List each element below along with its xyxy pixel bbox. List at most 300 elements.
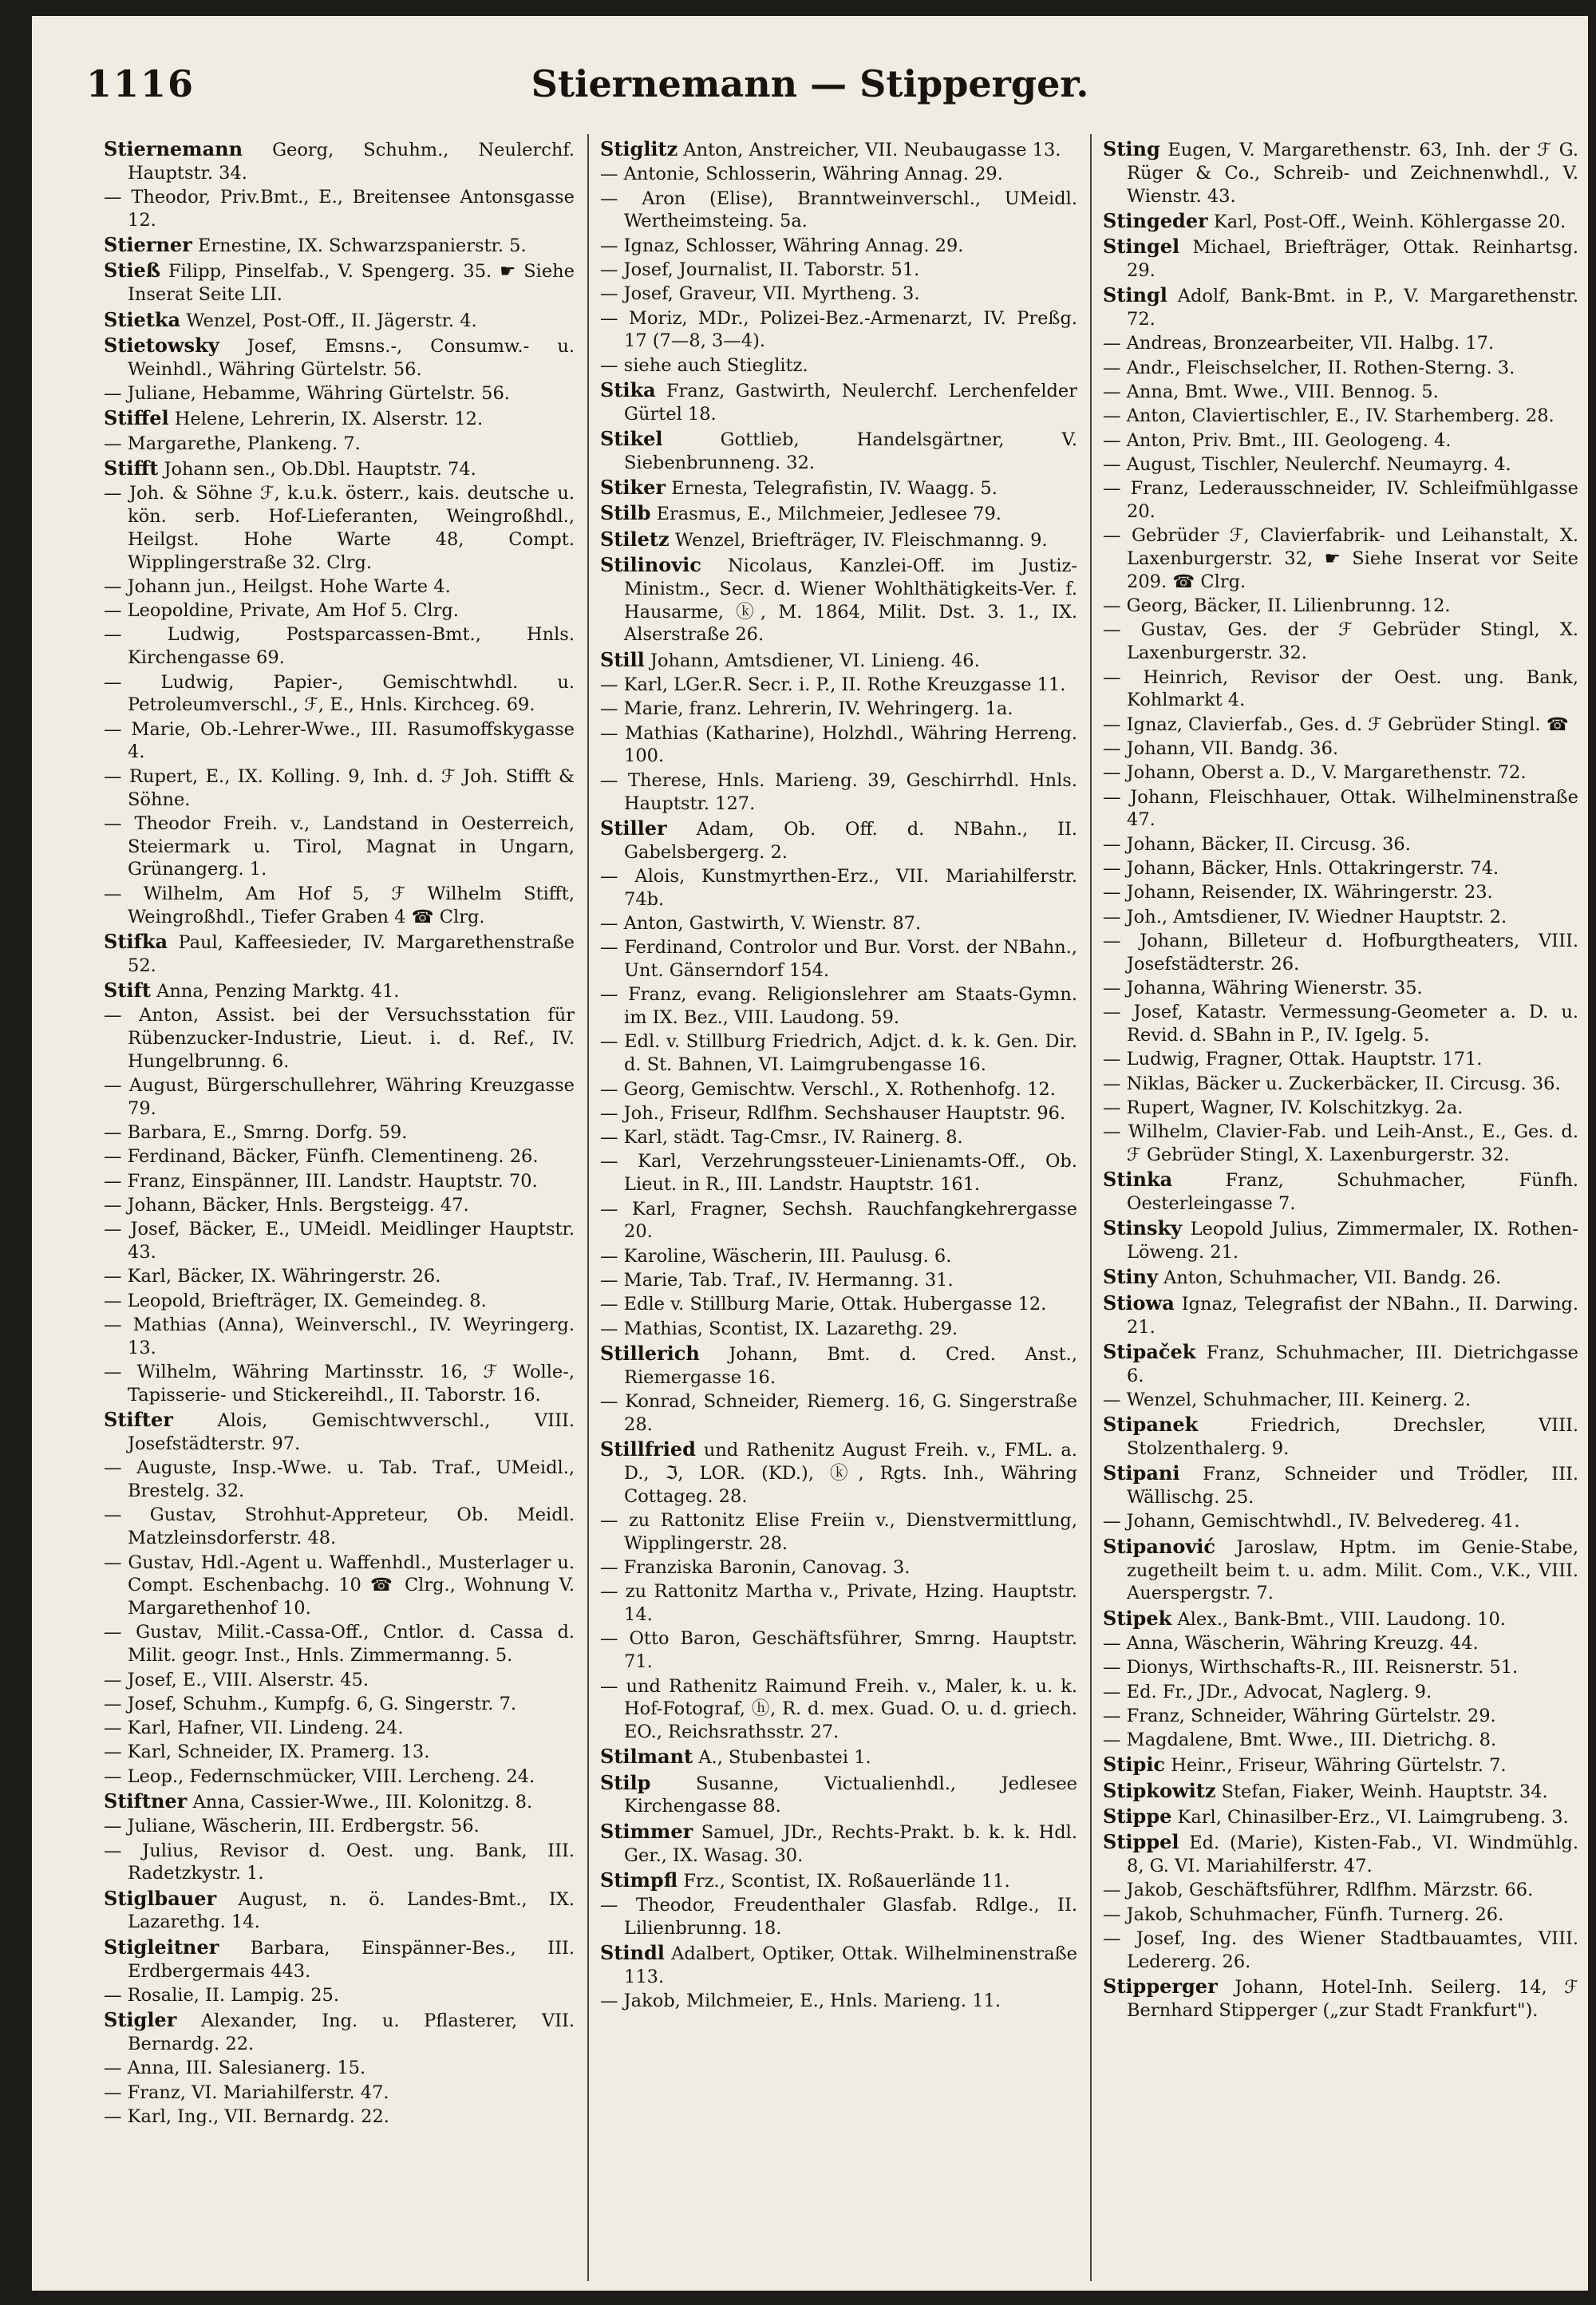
entry-text: Wenzel, Post-Off., II. Jägerstr. 4.	[180, 310, 477, 331]
directory-entry	[1103, 714, 1578, 737]
entry-text: — Dionys, Wirthschafts-R., III. Reisnerstr. 51.	[1103, 1657, 1519, 1678]
entry-text: — Anton, Gastwirth, V. Wienstr. 87.	[600, 913, 922, 934]
directory-entry	[1103, 1265, 1578, 1290]
directory-entry	[600, 1941, 1077, 1989]
directory-entry	[104, 671, 575, 718]
entry-text: — Andr., Fleischselcher, II. Rothen-Sterng. 3.	[1103, 357, 1515, 378]
entry-text: Karl, Chinasilber-Erz., VI. Laimgrubeng. 3.	[1171, 1806, 1569, 1828]
entry-text: Anton, Schuhmacher, VII. Bandg. 26.	[1157, 1267, 1502, 1289]
entry-text: und Rathenitz August Freih. v., FML. a. D., ℑ, LOR. (KD.), ⓚ, Rgts. Inh., Währing Cottageg. 28.	[624, 1440, 1077, 1507]
entry-text: Alexander, Ing. u. Pflasterer, VII. Bernardg. 22.	[128, 2010, 575, 2054]
entry-text: — Johann, Billeteur d. Hofburgtheaters, VIII. Josefstädterstr. 26.	[1103, 930, 1578, 975]
entry-text: — Johann, Bäcker, Hnls. Ottakringerstr. 74.	[1103, 857, 1499, 879]
entry-text: Josef, Emsns.-, Consumw.- u. Weinhdl., Währing Gürtelstr. 56.	[128, 335, 575, 380]
entry-surname: Stipek	[1103, 1606, 1172, 1630]
entry-surname: Stiffel	[104, 406, 169, 430]
entry-surname: Stipanek	[1103, 1413, 1199, 1437]
entry-text: — Heinrich, Revisor der Oest. ung. Bank, Kohlmarkt 4.	[1103, 666, 1578, 711]
directory-entry	[600, 769, 1077, 816]
directory-entry	[1103, 857, 1578, 880]
directory-entry	[600, 912, 1077, 935]
directory-entry	[600, 307, 1077, 354]
entry-surname: Stimmer	[600, 1819, 693, 1843]
directory-entry	[600, 1675, 1077, 1744]
entry-text: A., Stubenbastei 1.	[693, 1747, 871, 1769]
directory-entry	[104, 1984, 575, 2007]
directory-entry	[104, 2105, 575, 2129]
directory-entry	[104, 718, 575, 765]
directory-entry	[1103, 1073, 1578, 1096]
directory-entry	[1103, 1656, 1578, 1679]
entry-text: — Ludwig, Postsparcassen-Bmt., Hnls. Kirchengasse 69.	[104, 624, 575, 669]
directory-entry	[104, 1290, 575, 1313]
entry-surname: Stietka	[104, 307, 181, 331]
directory-entry	[104, 1504, 575, 1550]
entry-text: — Mathias (Anna), Weinverschl., IV. Weyringerg. 13.	[104, 1315, 575, 1358]
entry-text: — Rosalie, II. Lampig. 25.	[104, 1984, 339, 2006]
entry-surname: Stilp	[600, 1770, 651, 1794]
entry-surname: Stipanović	[1103, 1534, 1215, 1558]
entry-text: Heinr., Friseur, Währing Gürtelstr. 7.	[1165, 1755, 1507, 1777]
entry-text: Anna, Cassier-Wwe., III. Kolonitzg. 8.	[187, 1791, 533, 1813]
directory-entry	[1103, 209, 1578, 234]
directory-entry	[600, 1771, 1077, 1819]
directory-entry	[600, 1078, 1077, 1101]
directory-entry	[104, 1552, 575, 1620]
directory-entry	[1103, 1975, 1578, 2022]
directory-entry	[104, 1265, 575, 1288]
directory-entry	[600, 1293, 1077, 1316]
entry-text: Alois, Gemischtwverschl., VIII. Josefstädterstr. 97.	[128, 1410, 575, 1455]
entry-text: Anna, Penzing Marktg. 41.	[150, 980, 400, 1002]
directory-entry	[104, 1361, 575, 1407]
directory-entry	[104, 1194, 575, 1217]
directory-entry	[600, 1437, 1077, 1508]
entry-text: Ernestine, IX. Schwarzspanierstr. 5.	[192, 235, 527, 257]
entry-surname: Stipkowitz	[1103, 1778, 1216, 1802]
entry-text: — Jakob, Schuhmacher, Fünfh. Turnerg. 26.	[1103, 1904, 1504, 1925]
directory-entry	[104, 1887, 575, 1935]
entry-text: Frz., Scontist, IX. Roßauerlände 11.	[678, 1870, 1010, 1892]
directory-entry	[600, 235, 1077, 258]
entry-surname: Stinsky	[1103, 1216, 1183, 1240]
directory-entry	[104, 812, 575, 881]
entry-surname: Stifft	[104, 456, 159, 480]
directory-entry	[600, 1269, 1077, 1292]
entry-surname: Stiernemann	[104, 137, 243, 160]
directory-entry	[600, 1556, 1077, 1579]
directory-entry	[104, 259, 575, 306]
directory-entry	[600, 1509, 1077, 1556]
entry-text: Anton, Anstreicher, VII. Neubaugasse 13.	[678, 140, 1061, 160]
directory-entry	[1103, 833, 1578, 856]
directory-entry	[104, 186, 575, 232]
entry-text: Eugen, V. Margarethenstr. 63, Inh. der ℱ G. Rüger & Co., Schreib- und Zeichnenwhdl., V. Wienstr. 43.	[1127, 140, 1578, 207]
entry-text: — Karl, LGer.R. Secr. i. P., II. Rothe Kreuzgasse 11.	[600, 674, 1066, 696]
directory-entry	[104, 1717, 575, 1740]
directory-entry	[1103, 1879, 1578, 1902]
entry-surname: Stiowa	[1103, 1291, 1175, 1315]
entry-text: — Theodor Freih. v., Landstand in Oesterreich, Steiermark u. Tirol, Magnat in Ungarn, Grünangerg. 1.	[104, 812, 575, 880]
directory-entry	[1103, 1097, 1578, 1120]
entry-surname: Stilmant	[600, 1745, 693, 1769]
entry-text: — Moriz, MDr., Polizei-Bez.-Armenarzt, IV. Preßg. 17 (7—8, 3—4).	[600, 307, 1077, 352]
entry-text: Wenzel, Briefträger, IV. Fleischmanng. 9.	[669, 529, 1048, 551]
entry-surname: Stillerich	[600, 1341, 700, 1365]
entry-text: — Ignaz, Schlosser, Währing Annag. 29.	[600, 235, 964, 256]
entry-text: — Franz, Lederausschneider, IV. Schleifmühlgasse 20.	[1103, 478, 1578, 522]
directory-entry	[1103, 595, 1578, 618]
directory-entry	[104, 1121, 575, 1145]
directory-entry	[104, 1004, 575, 1073]
entry-text: Karl, Post-Off., Weinh. Köhlergasse 20.	[1207, 211, 1566, 232]
directory-entry	[104, 2082, 575, 2105]
entry-text: — Julius, Revisor d. Oest. ung. Bank, III. Radetzkystr. 1.	[104, 1840, 575, 1884]
entry-surname: Stierner	[104, 233, 192, 257]
page-number: 1116	[86, 62, 196, 105]
entry-text: — Franz, Schneider, Währing Gürtelstr. 29.	[1103, 1705, 1496, 1726]
entry-text: — Johanna, Währing Wienerstr. 35.	[1103, 977, 1423, 998]
directory-entry	[600, 648, 1077, 673]
entry-text: — Wilhelm, Am Hof 5, ℱ Wilhelm Stifft, Weingroßhdl., Tiefer Graben 4 ☎ Clrg.	[104, 883, 575, 927]
entry-surname: Stimpfl	[600, 1868, 678, 1892]
directory-entry	[600, 259, 1077, 282]
entry-text: Johann, Hotel-Inh. Seilerg. 14, ℱ Bernhard Stipperger („zur Stadt Frankfurt").	[1127, 1977, 1578, 2021]
entry-text: — Josef, Ing. des Wiener Stadtbauamtes, VIII. Ledererg. 26.	[1103, 1927, 1578, 1972]
directory-entry	[1103, 666, 1578, 713]
directory-entry	[1103, 1340, 1578, 1388]
entry-text: — Johann, Reisender, IX. Währingerstr. 23.	[1103, 882, 1493, 903]
entry-surname: Stika	[600, 378, 656, 401]
directory-entry	[104, 1765, 575, 1789]
directory-entry	[1103, 1535, 1578, 1605]
entry-text: Franz, Schuhmacher, Fünfh. Oesterleingasse 7.	[1127, 1170, 1578, 1215]
directory-entry	[104, 2057, 575, 2080]
directory-entry	[1103, 405, 1578, 428]
entry-text: — Anna, Wäscherin, Währing Kreuzg. 44.	[1103, 1632, 1479, 1654]
directory-entry	[104, 1074, 575, 1121]
entry-text: Jaroslaw, Hptm. im Genie-Stabe, zugetheilt beim t. u. adm. Milit. Com., V.K., VIII. Auerspergstr. 7.	[1127, 1536, 1578, 1604]
directory-entry	[1103, 1705, 1578, 1728]
directory-entry	[1103, 1121, 1578, 1167]
entry-text: — Theodor, Freudenthaler Glasfab. Rdlge., II. Lilienbrunng. 18.	[600, 1895, 1077, 1939]
directory-entry	[600, 1342, 1077, 1390]
directory-entry	[1103, 1048, 1578, 1071]
entry-surname: Stigler	[104, 2008, 177, 2032]
entry-text: — Ludwig, Fragner, Ottak. Hauptstr. 171.	[1103, 1049, 1483, 1070]
entry-text: — Johann, Bäcker, Hnls. Bergsteigg. 47.	[104, 1195, 469, 1216]
directory-entry	[104, 930, 575, 978]
entry-text: August, n. ö. Landes-Bmt., IX. Lazarethg. 14.	[128, 1888, 575, 1933]
entry-text: — Josef, Journalist, II. Taborstr. 51.	[600, 259, 920, 280]
entry-text: — Magdalene, Bmt. Wwe., III. Dietrichg. 8.	[1103, 1730, 1497, 1751]
entry-text: — zu Rattonitz Martha v., Private, Hzing. Hauptstr. 14.	[600, 1581, 1077, 1626]
entry-surname: Stiker	[600, 476, 666, 500]
directory-entry	[600, 137, 1077, 162]
entry-text: — Niklas, Bäcker u. Zuckerbäcker, II. Circusg. 36.	[1103, 1073, 1561, 1094]
entry-surname: Stift	[104, 978, 151, 1002]
directory-entry	[600, 674, 1077, 697]
directory-entry	[600, 378, 1077, 426]
directory-entry	[600, 1030, 1077, 1077]
entry-surname: Stillfried	[600, 1437, 696, 1461]
entry-text: — Edl. v. Stillburg Friedrich, Adjct. d. k. k. Gen. Dir. d. St. Bahnen, VI. Laimgrubengasse 16.	[600, 1031, 1077, 1076]
directory-entry	[104, 1741, 575, 1764]
entry-text: — Joh., Friseur, Rdlfhm. Sechshauser Hauptstr. 96.	[600, 1102, 1066, 1124]
entry-text: — Karl, Verzehrungssteuer-Linienamts-Off., Ob. Lieut. in R., III. Landstr. Hauptstr. 161.	[600, 1151, 1077, 1196]
entry-text: — Auguste, Insp.-Wwe. u. Tab. Traf., UMeidl., Brestelg. 32.	[104, 1457, 575, 1502]
entry-text: — und Rathenitz Raimund Freih. v., Maler, k. u. k. Hof-Fotograf, ⓗ, R. d. mex. Guad. O. u. d. griech. EO., Reichsrathsstr. 27.	[600, 1675, 1077, 1743]
entry-surname: Sting	[1103, 137, 1160, 160]
directory-entry	[104, 137, 575, 185]
entry-text: — Joh., Amtsdiener, IV. Wiedner Hauptstr. 2.	[1103, 906, 1507, 927]
directory-entry	[1103, 1389, 1578, 1412]
directory-entry	[104, 1145, 575, 1168]
entry-text: — Ignaz, Clavierfab., Ges. d. ℱ Gebrüder Stingl. ☎	[1103, 714, 1569, 735]
entry-text: — Aron (Elise), Branntweinverschl., UMeidl. Wertheimsteing. 5a.	[600, 188, 1077, 232]
entry-text: — Anton, Assist. bei der Versuchsstation für Rübenzucker-Industrie, Lieut. i. d. Ref., IV. Hungelbrunng. 6.	[104, 1005, 575, 1072]
entry-text: — Georg, Gemischtw. Verschl., X. Rothenhofg. 12.	[600, 1078, 1056, 1100]
entry-text: — Karl, städt. Tag-Cmsr., IV. Rainerg. 8.	[600, 1127, 963, 1149]
directory-entry	[104, 1170, 575, 1193]
entry-text: Susanne, Victualienhdl., Jedlesee Kirchengasse 88.	[624, 1773, 1077, 1817]
entry-text: — Anton, Claviertischler, E., IV. Starhemberg. 28.	[1103, 405, 1555, 427]
directory-entry	[1103, 1805, 1578, 1829]
entry-text: — Wilhelm, Währing Martinsstr. 16, ℱ Wolle-, Tapisserie- und Stickereihdl., II. Taborstr. 16.	[104, 1362, 575, 1406]
entry-text: — Karl, Fragner, Sechsh. Rauchfangkehrergasse 20.	[600, 1198, 1077, 1243]
directory-entry	[600, 188, 1077, 234]
entry-surname: Stingel	[1103, 235, 1180, 259]
entry-text: — Franz, VI. Mariahilferstr. 47.	[104, 2082, 389, 2103]
entry-text: — Karl, Hafner, VII. Lindeng. 24.	[104, 1718, 404, 1739]
entry-text: — Gustav, Milit.-Cassa-Off., Cntlor. d. Cassa d. Milit. geogr. Inst., Hnls. Zimmermanng. 5.	[104, 1622, 575, 1666]
directory-entry	[600, 1820, 1077, 1868]
directory-entry	[600, 1390, 1077, 1437]
entry-text: Adolf, Bank-Bmt. in P., V. Margarethenstr. 72.	[1127, 286, 1578, 330]
directory-entry	[1103, 1904, 1578, 1927]
entry-surname: Stieß	[104, 259, 161, 283]
entry-surname: Stifka	[104, 929, 168, 953]
directory-entry	[1103, 1607, 1578, 1631]
entry-text: — Wenzel, Schuhmacher, III. Keinerg. 2.	[1103, 1389, 1472, 1410]
entry-text: — Gustav, Ges. der ℱ Gebrüder Stingl, X. Laxenburgerstr. 32.	[1103, 619, 1578, 664]
directory-entry	[1103, 1779, 1578, 1804]
directory-entry	[600, 1126, 1077, 1149]
entry-text: — Johann, Oberst a. D., V. Margarethenstr. 72.	[1103, 762, 1527, 784]
directory-entry	[1103, 1413, 1578, 1461]
directory-entry	[600, 698, 1077, 721]
entry-text: — Joh. & Söhne ℱ, k.u.k. österr., kais. deutsche u. kön. serb. Hof-Lieferanten, Weingroßhdl., Heilgst. Hohe Warte 48, Compt. Wipplingerstraße 32. Clrg.	[104, 483, 575, 573]
directory-entry	[600, 1198, 1077, 1244]
directory-entry	[600, 283, 1077, 306]
entry-text: — Theodor, Priv.Bmt., E., Breitensee Antonsgasse 12.	[104, 187, 575, 231]
directory-entry	[1103, 881, 1578, 904]
directory-entry	[600, 983, 1077, 1030]
entry-surname: Stilinovic	[600, 553, 701, 577]
entry-text: — Therese, Hnls. Marieng. 39, Geschirrhdl. Hnls. Hauptstr. 127.	[600, 769, 1077, 814]
entry-text: — Rupert, E., IX. Kolling. 9, Inh. d. ℱ Joh. Stifft & Söhne.	[104, 765, 575, 810]
column-1	[104, 137, 575, 2284]
entry-text: Georg, Schuhm., Neulerchf. Hauptstr. 34.	[128, 140, 575, 184]
entry-text: — Karl, Schneider, IX. Pramerg. 13.	[104, 1742, 430, 1763]
entry-text: — Margarethe, Plankeng. 7.	[104, 433, 361, 454]
entry-surname: Stiletz	[600, 527, 670, 551]
entry-text: Johann, Amtsdiener, VI. Linieng. 46.	[644, 650, 980, 671]
directory-entry	[600, 1150, 1077, 1196]
directory-entry	[1103, 1753, 1578, 1777]
directory-entry	[104, 1789, 575, 1814]
directory-entry	[600, 501, 1077, 526]
entry-text: — Johann jun., Heilgst. Hohe Warte 4.	[104, 575, 451, 597]
directory-entry	[600, 163, 1077, 186]
directory-entry	[104, 1314, 575, 1360]
entry-surname: Stindl	[600, 1941, 665, 1965]
entry-surname: Stippe	[1103, 1804, 1172, 1828]
entry-surname: Stiglbauer	[104, 1886, 217, 1910]
entry-text: Adalbert, Optiker, Ottak. Wilhelminenstraße 113.	[624, 1943, 1077, 1988]
entry-surname: Stiny	[1103, 1265, 1158, 1289]
entry-surname: Stipperger	[1103, 1975, 1218, 1999]
entry-text: — Johann, Fleischhauer, Ottak. Wilhelminenstraße 47.	[1103, 786, 1578, 831]
directory-entry	[1103, 235, 1578, 283]
directory-entry	[600, 1745, 1077, 1769]
directory-entry	[1103, 1510, 1578, 1533]
entry-text: — Franziska Baronin, Canovag. 3.	[600, 1557, 911, 1579]
entry-text: — Josef, Schuhm., Kumpfg. 6, G. Singerstr. 7.	[104, 1693, 517, 1714]
entry-text: — Alois, Kunstmyrthen-Erz., VII. Mariahilferstr. 74b.	[600, 865, 1077, 910]
entry-text: — Ludwig, Papier-, Gemischtwhdl. u. Petroleumverschl., ℱ, E., Hnls. Kirchceg. 69.	[104, 671, 575, 716]
entry-text: Franz, Schneider und Trödler, III. Wällischg. 25.	[1127, 1464, 1578, 1508]
entry-text: — zu Rattonitz Elise Freiin v., Dienstvermittlung, Wipplingerstr. 28.	[600, 1509, 1077, 1554]
directory-entry	[1103, 332, 1578, 355]
running-head: Stiernemann — Stipperger.	[531, 62, 1089, 105]
entry-text: — Josef, E., VIII. Alserstr. 45.	[104, 1669, 369, 1690]
entry-surname: Stigleitner	[104, 1935, 219, 1959]
entry-surname: Stiftner	[104, 1789, 188, 1813]
entry-text: — August, Tischler, Neulerchf. Neumayrg. 4.	[1103, 453, 1511, 475]
entry-text: — Juliane, Wäscherin, III. Erdbergstr. 56.	[104, 1816, 480, 1837]
entry-text: Ignaz, Telegrafist der NBahn., II. Darwing. 21.	[1127, 1293, 1578, 1338]
entry-text: — Mathias, Scontist, IX. Lazarethg. 29.	[600, 1318, 958, 1339]
directory-entry	[104, 599, 575, 623]
directory-entry	[104, 1840, 575, 1886]
entry-text: Johann sen., Ob.Dbl. Hauptstr. 74.	[158, 458, 476, 480]
entry-text: — Franz, evang. Religionslehrer am Staats-Gymn. im IX. Bez., VIII. Laudong. 59.	[600, 984, 1077, 1029]
entry-text: Paul, Kaffeesieder, IV. Margarethenstraße 52.	[128, 931, 575, 976]
directory-entry	[600, 354, 1077, 378]
directory-entry	[104, 2008, 575, 2056]
directory-entry	[104, 1621, 575, 1667]
entry-text: Erasmus, E., Milchmeier, Jedlesee 79.	[650, 504, 1001, 525]
entry-text: — Karl, Bäcker, IX. Währingerstr. 26.	[104, 1266, 441, 1287]
directory-entry	[600, 1245, 1077, 1268]
directory-entry	[1103, 137, 1578, 208]
directory-entry	[104, 623, 575, 670]
entry-text: Adam, Ob. Off. d. NBahn., II. Gabelsbergerg. 2.	[624, 818, 1077, 863]
entry-text: — Juliane, Hebamme, Währing Gürtelstr. 56.	[104, 382, 510, 404]
entry-text: — Anton, Priv. Bmt., III. Geologeng. 4.	[1103, 429, 1452, 451]
entry-text: — Rupert, Wagner, IV. Kolschitzkyg. 2a.	[1103, 1097, 1464, 1118]
entry-text: Gottlieb, Handelsgärtner, V. Siebenbrunneng. 32.	[624, 429, 1077, 473]
entry-text: — Georg, Bäcker, II. Lilienbrunng. 12.	[1103, 595, 1451, 617]
directory-entry	[600, 1990, 1077, 2013]
directory-entry	[600, 1318, 1077, 1341]
entry-text: Michael, Briefträger, Ottak. Reinhartsg. 29.	[1127, 237, 1578, 281]
directory-entry	[104, 308, 575, 333]
directory-entry	[1103, 357, 1578, 380]
entry-surname: Stifter	[104, 1408, 173, 1432]
directory-entry	[104, 1408, 575, 1456]
directory-entry	[104, 1457, 575, 1503]
entry-surname: Stiller	[600, 816, 667, 840]
entry-text: — siehe auch Stieglitz.	[600, 354, 808, 376]
entry-surname: Stietowsky	[104, 333, 219, 357]
directory-entry	[1103, 429, 1578, 453]
directory-entry	[1103, 453, 1578, 476]
entry-text: Barbara, Einspänner-Bes., III. Erdbergermais 443.	[128, 1937, 575, 1982]
directory-entry	[104, 233, 575, 258]
directory-entry	[1103, 1461, 1578, 1509]
entry-text: — Ferdinand, Controlor und Bur. Vorst. der NBahn., Unt. Gänserndorf 154.	[600, 937, 1077, 982]
entry-text: — Josef, Graveur, VII. Myrtheng. 3.	[600, 283, 920, 305]
directory-entry	[1103, 1168, 1578, 1216]
entry-text: Ed. (Marie), Kisten-Fab., VI. Windmühlg. 8, G. VI. Mariahilferstr. 47.	[1127, 1833, 1578, 1877]
directory-entry	[104, 406, 575, 431]
directory-entry	[104, 765, 575, 812]
directory-entry	[104, 979, 575, 1003]
entry-surname: Stinka	[1103, 1168, 1173, 1192]
directory-entry	[1103, 477, 1578, 524]
directory-entry	[1103, 1830, 1578, 1878]
directory-entry	[600, 1580, 1077, 1627]
directory-page	[32, 16, 1588, 2291]
directory-entry	[600, 936, 1077, 982]
directory-entry	[104, 457, 575, 481]
directory-entry	[104, 382, 575, 405]
entry-text: Nicolaus, Kanzlei-Off. im Justiz-Ministm., Secr. d. Wiener Wohlthätigkeits-Ver. f. Hausarme, ⓚ, M. 1864, Milit. Dst. 3. 1., IX. Alserstraße 26.	[624, 555, 1077, 646]
directory-entry	[600, 1868, 1077, 1893]
directory-entry	[104, 482, 575, 574]
directory-entry	[600, 476, 1077, 500]
entry-text: Samuel, JDr., Rechts-Prakt. b. k. k. Hdl. Ger., IX. Wasag. 30.	[624, 1821, 1077, 1866]
entry-text: — Jakob, Geschäftsführer, Rdlfhm. Märzstr. 66.	[1103, 1880, 1534, 1901]
entry-text: — Konrad, Schneider, Riemerg. 16, G. Singerstraße 28.	[600, 1390, 1077, 1435]
directory-entry	[600, 553, 1077, 646]
entry-text: — Mathias (Katharine), Holzhdl., Währing Herreng. 100.	[600, 722, 1077, 767]
directory-entry	[104, 575, 575, 599]
entry-text: Alex., Bank-Bmt., VIII. Laudong. 10.	[1171, 1608, 1506, 1630]
entry-text: — Leop., Federnschmücker, VIII. Lercheng. 24.	[104, 1765, 535, 1787]
directory-entry	[104, 1218, 575, 1264]
entry-text: — Wilhelm, Clavier-Fab. und Leih-Anst., E., Ges. d. ℱ Gebrüder Stingl, X. Laxenburgerstr. 32.	[1103, 1121, 1578, 1165]
column-3	[1103, 137, 1578, 2284]
entry-text: — Leopoldine, Private, Am Hof 5. Clrg.	[104, 600, 459, 622]
entry-text: — Edle v. Stillburg Marie, Ottak. Hubergasse 12.	[600, 1294, 1047, 1315]
directory-entry	[1103, 906, 1578, 929]
directory-entry	[1103, 1681, 1578, 1704]
entry-text: — Anna, Bmt. Wwe., VIII. Bennog. 5.	[1103, 381, 1439, 402]
directory-entry	[1103, 1632, 1578, 1655]
column-2	[600, 137, 1077, 2284]
entry-surname: Stiglitz	[600, 137, 678, 160]
entry-text: — Karoline, Wäscherin, III. Paulusg. 6.	[600, 1245, 952, 1267]
directory-entry	[1103, 1216, 1578, 1264]
entry-text: — Josef, Katastr. Vermessung-Geometer a. D. u. Revid. d. SBahn in P., IV. Igelg. 5.	[1103, 1002, 1578, 1046]
entry-surname: Stingl	[1103, 283, 1167, 307]
directory-entry	[104, 433, 575, 456]
directory-entry	[1103, 977, 1578, 1000]
entry-text: — Marie, Ob.-Lehrer-Wwe., III. Rasumoffskygasse 4.	[104, 718, 575, 763]
